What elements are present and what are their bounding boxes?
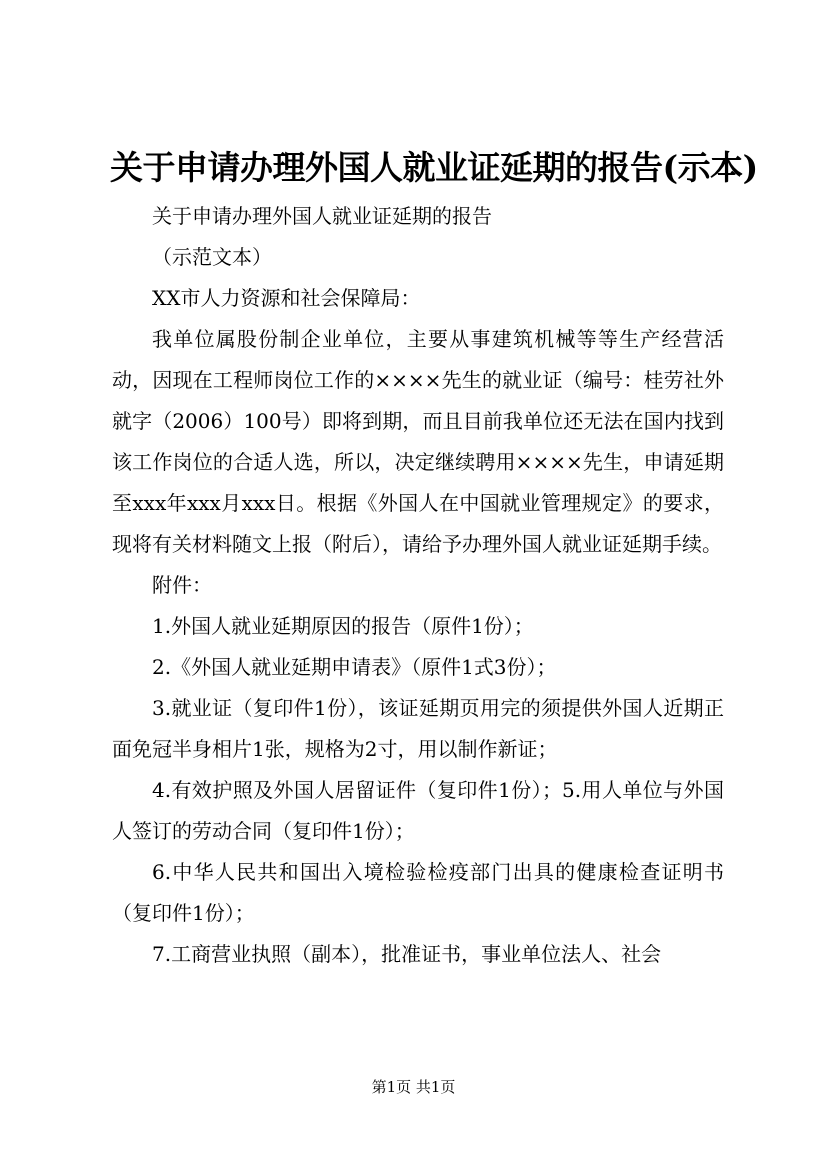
paragraph-attachments-heading: 附件： [152,573,212,597]
attachment-item-6: 6.中华人民共和国出入境检验检疫部门出具的健康检查证明书（复印件1份）； [112,860,724,925]
document-title: 关于申请办理外国人就业证延期的报告(示本) [110,148,758,187]
attachment-item-2: 2.《外国人就业延期申请表》（原件1式3份）； [152,655,557,679]
paragraph-main-body: 我单位属股份制企业单位，主要从事建筑机械等等生产经营活动，因现在工程师岗位工作的××××先生的就业证（编号：桂劳社外就字（2006）100号）即将到期，而且目前我单位还无法在国内找到该工作岗位的合适人选，所以，决定继续聘用××××先生，申请延期至xxx年xxx月xxx日。根据《外国人在中国就业管理规定》的要求，现将有关材料随文上报（附后），请给予办理外国人就业证延期手续。 [112,327,724,556]
page-number-footer: 第1页 共1页 [371,1078,456,1096]
attachment-item-3: 3.就业证（复印件1份），该证延期页用完的须提供外国人近期正面免冠半身相片1张，规格为2寸，用以制作新证； [112,696,724,761]
paragraph-addressee: XX市人力资源和社会保障局： [152,286,421,310]
paragraph-subtitle: 关于申请办理外国人就业证延期的报告 [152,204,492,228]
attachment-item-7: 7.工商营业执照（副本），批准证书，事业单位法人、社会 [152,942,662,966]
document-body [112,196,724,975]
attachment-item-4-5: 4.有效护照及外国人居留证件（复印件1份）；5.用人单位与外国人签订的劳动合同（复印件1份）； [112,778,724,843]
attachment-item-1: 1.外国人就业延期原因的报告（原件1份）； [152,614,534,638]
paragraph-sample-note: （示范文本） [152,245,272,269]
